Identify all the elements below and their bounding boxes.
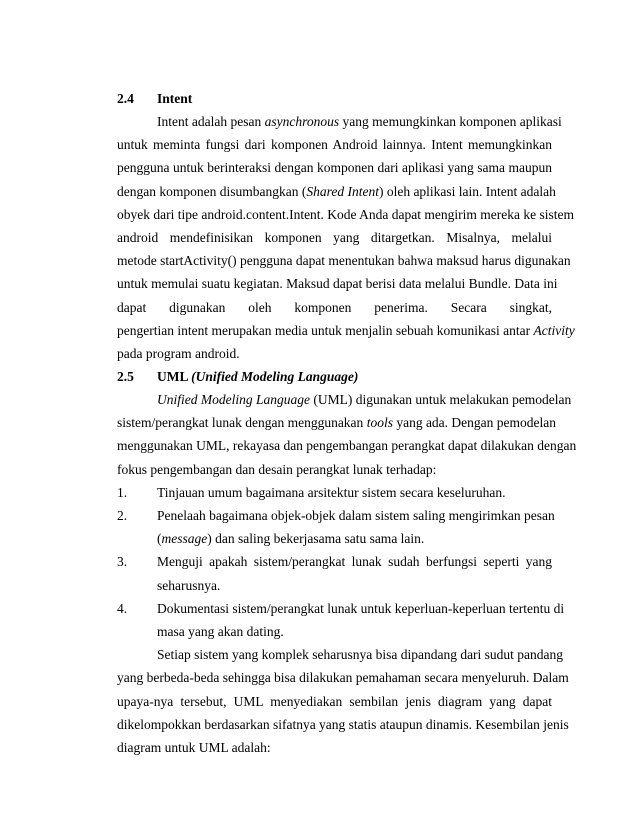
paragraph-line [117,462,552,478]
paragraph-line [117,438,577,454]
list-item-line [157,508,555,524]
text-run: Tinjauan umum bagaimana arsitektur sistem secara keseluruhan. [157,485,506,500]
paragraph-line [117,300,552,316]
text-run: sistem/perangkat lunak dengan menggunakan [117,415,367,430]
text-run: masa yang akan dating. [157,624,284,639]
paragraph-line [117,276,558,292]
list-item-number: 3. [117,554,128,569]
text-run: Setiap sistem yang komplek seharusnya bisa dipandang dari sudut pandang [157,647,564,662]
text-run: pengertian intent merupakan media untuk menjalin sebuah komunikasi antar [117,323,534,338]
text-run: seharusnya. [157,578,221,593]
text-run: untuk memulai suatu kegiatan. Maksud dapat berisi data melalui Bundle. Data ini [117,276,558,291]
text-run: metode startActivity() pengguna dapat menentukan bahwa maksud harus digunakan [117,253,571,268]
text-run: ) dan saling bekerjasama satu sama lain. [207,531,425,546]
text-run: dengan komponen disumbangkan ( [117,184,307,199]
paragraph-line [117,740,552,756]
text-run: Menguji apakah sistem/perangkat lunak sudah berfungsi seperti yang [157,554,552,569]
paragraph-line [117,184,556,200]
list-item-line [157,578,552,594]
list-item-line [157,601,565,617]
text-run: ) oleh aplikasi lain. Intent adalah [378,184,556,199]
list-item-line [157,485,552,501]
paragraph-line [117,160,552,176]
italic-term: Unified Modeling Language [157,392,310,407]
paragraph-line [117,717,569,733]
text-run: diagram untuk UML adalah: [117,740,271,755]
text-run: obyek dari tipe android.content.Intent. Kode Anda dapat mengirim mereka ke sistem [117,207,574,222]
paragraph-line [117,694,552,710]
paragraph-line [117,253,571,269]
section-number: 2.5 [117,369,134,384]
list-item-number: 2. [117,508,128,523]
section-number: 2.4 [117,91,134,106]
list-item-line [157,531,552,547]
text-run: dikelompokkan berdasarkan sifatnya yang statis ataupun dinamis. Kesembilan jenis [117,717,569,732]
list-item-line [157,554,552,570]
section-2-4-heading [117,91,192,107]
paragraph-line [117,346,552,362]
text-run: ( [157,531,162,546]
section-title: Intent [157,91,193,106]
text-run: Dokumentasi sistem/perangkat lunak untuk keperluan-keperluan tertentu di [157,601,565,616]
text-run: (UML) digunakan untuk melakukan pemodelan [309,392,572,407]
list-item-number: 4. [117,601,128,616]
text-run: Intent adalah pesan [157,114,265,129]
text-run: fokus pengembangan dan desain perangkat lunak terhadap: [117,462,437,477]
italic-term: tools [366,415,393,430]
paragraph-line [117,323,575,339]
italic-term: message [161,531,208,546]
section-title-italic: (Unified Modeling Language) [191,369,359,384]
paragraph-line [117,137,552,153]
paragraph-line [157,647,564,663]
paragraph-line [117,415,557,431]
paragraph-line [117,230,552,246]
text-run: Penelaah bagaimana objek-objek dalam sistem saling mengirimkan pesan [157,508,555,523]
section-title: UML [157,369,192,384]
text-run: android mendefinisikan komponen yang ditargetkan. Misalnya, melalui [117,230,552,245]
italic-term: Activity [533,323,575,338]
text-run: untuk meminta fungsi dari komponen Android lainnya. Intent memungkinkan [117,137,552,152]
paragraph-line [117,207,574,223]
paragraph-line [157,392,572,408]
italic-term: Shared Intent [306,184,379,199]
text-run: menggunakan UML, rekayasa dan pengembangan perangkat dapat dilakukan dengan [117,438,577,453]
section-2-5-heading [117,369,358,385]
text-run: pengguna untuk berinteraksi dengan komponen dari aplikasi yang sama maupun [117,160,552,175]
text-run: yang berbeda-beda sehingga bisa dilakukan pemahaman secara menyeluruh. Dalam [117,670,569,685]
italic-term: asynchronous [264,114,340,129]
text-run: dapat digunakan oleh komponen penerima. Secara singkat, [117,300,552,315]
text-run: upaya-nya tersebut, UML menyediakan sembilan jenis diagram yang dapat [117,694,552,709]
text-run: pada program android. [117,346,240,361]
paragraph-line [157,114,562,130]
text-run: yang memungkinkan komponen aplikasi [339,114,562,129]
list-item-number: 1. [117,485,128,500]
list-item-line [157,624,552,640]
text-run: yang ada. Dengan pemodelan [392,415,557,430]
paragraph-line [117,670,569,686]
